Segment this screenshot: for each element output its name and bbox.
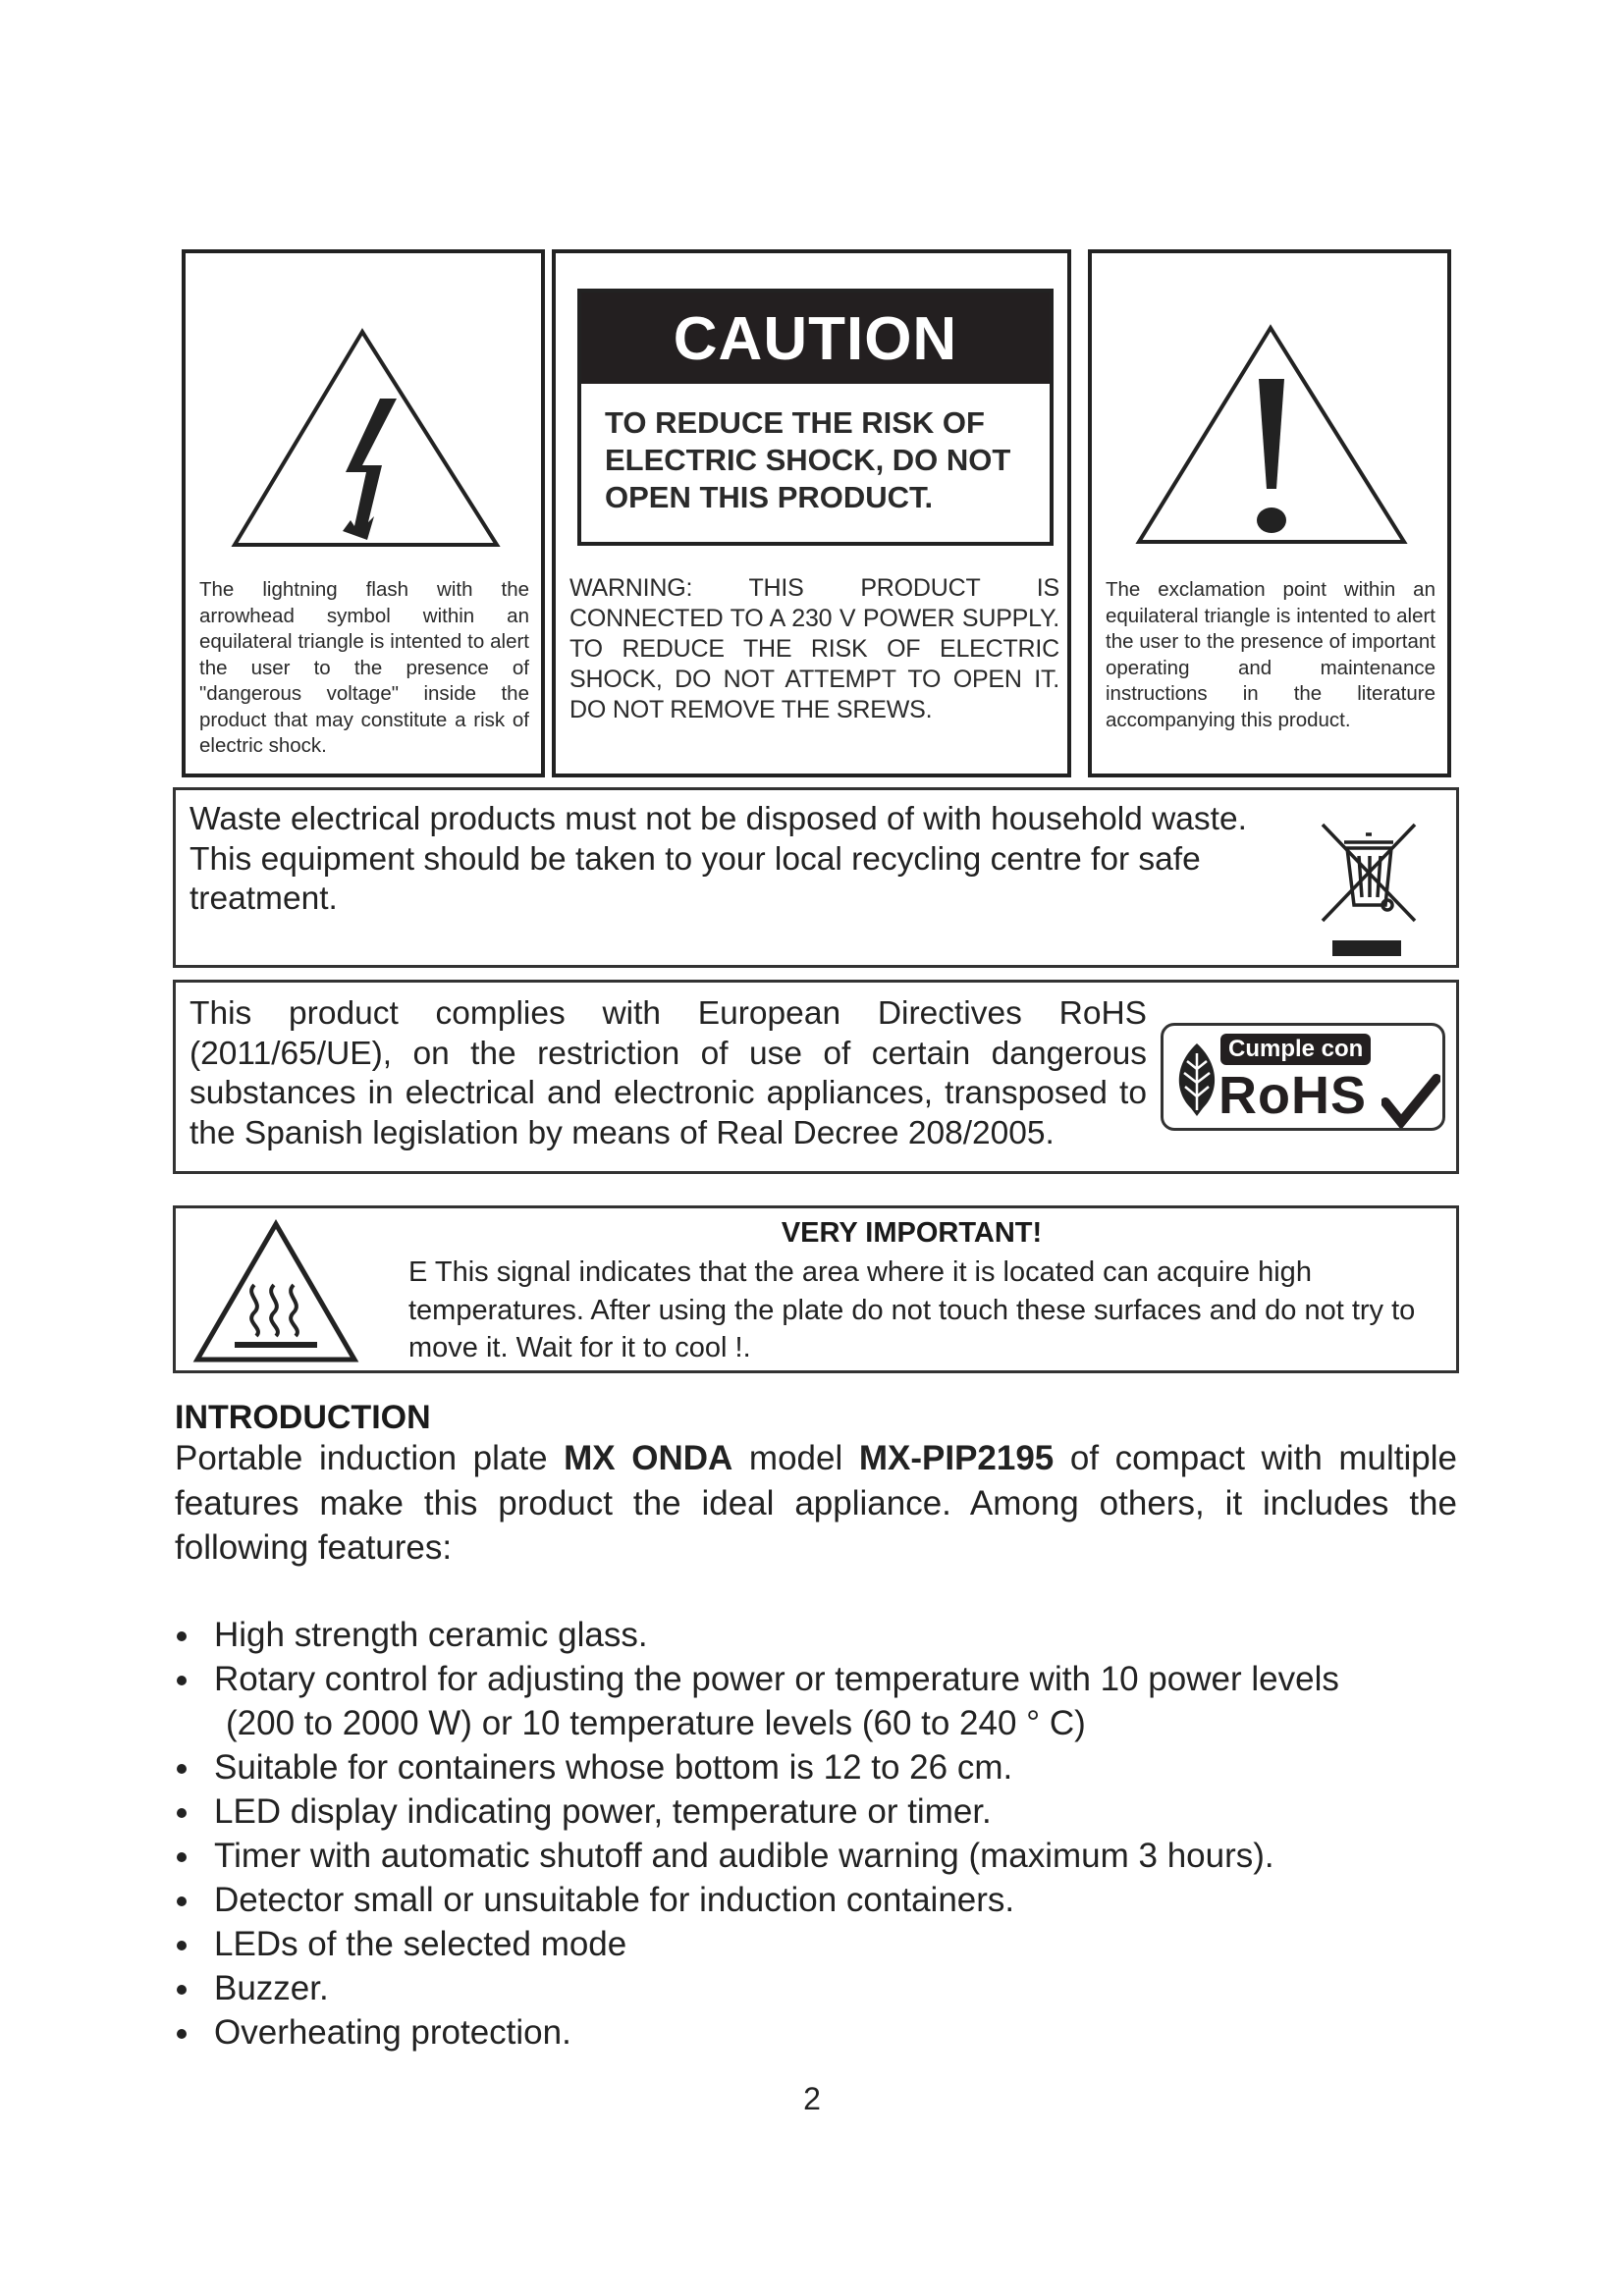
hot-surface-warning-box bbox=[173, 1205, 1459, 1373]
feature-text-continuation: (200 to 2000 W) or 10 temperature levels (60 to 240 ° C) bbox=[226, 1704, 1086, 1742]
feature-item bbox=[175, 1922, 1457, 1966]
very-important-title: VERY IMPORTANT! bbox=[781, 1217, 1043, 1249]
caution-line: ELECTRIC SHOCK, DO NOT bbox=[605, 443, 1011, 477]
feature-item bbox=[175, 1878, 1457, 1922]
lightning-warning-text: The lightning flash with the arrowhead symbol within an equilateral triangle is intented to alert the user to the presence of "dangerous voltage" inside the product that may constitute a risk of electric shock. bbox=[199, 578, 529, 757]
feature-item bbox=[175, 1613, 1457, 1657]
feature-text: LED display indicating power, temperature or timer. bbox=[214, 1792, 992, 1831]
waste-line: Waste electrical products must not be disposed of with household waste. bbox=[189, 801, 1247, 837]
feature-text: Timer with automatic shutoff and audible warning (maximum 3 hours). bbox=[214, 1837, 1274, 1875]
feature-item bbox=[175, 1966, 1457, 2010]
waste-text bbox=[189, 800, 1368, 920]
recycling-line: This equipment should be taken to your local recycling centre for safe treatment. bbox=[189, 840, 1201, 917]
exclamation-warning-panel bbox=[1088, 249, 1451, 777]
waste-disposal-box bbox=[173, 787, 1459, 968]
model-name: MX-PIP2195 bbox=[858, 1439, 1055, 1477]
rohs-badge bbox=[1161, 1023, 1445, 1131]
feature-text: Buzzer. bbox=[214, 1969, 329, 2007]
introduction-paragraph bbox=[175, 1436, 1457, 1571]
feature-item bbox=[175, 1745, 1457, 1789]
leaf-icon bbox=[1169, 1040, 1224, 1118]
checkmark-icon bbox=[1381, 1073, 1440, 1128]
exclamation-warning-icon bbox=[1092, 253, 1447, 567]
crossed-out-wheelie-bin-icon bbox=[1315, 815, 1423, 962]
introduction-heading: INTRODUCTION bbox=[175, 1399, 431, 1436]
caution-title: CAUTION bbox=[581, 293, 1050, 384]
features-list bbox=[175, 1613, 1457, 2055]
caution-message bbox=[605, 404, 1036, 516]
electric-shock-warning-icon bbox=[186, 253, 541, 567]
feature-item bbox=[175, 1789, 1457, 1834]
rohs-badge-top: Cumple con bbox=[1220, 1034, 1371, 1065]
intro-text: of compact with multiple features make this product the ideal appliance. Among others, it includes the following features: bbox=[175, 1439, 1457, 1567]
rohs-text: This product complies with European Directives RoHS (2011/65/UE), on the restriction of use of certain dangerous substances in electrical and electronic appliances, transposed to the Spanish legislation by means of Real Decree 208/2005. bbox=[189, 995, 1147, 1151]
hot-surface-text: E This signal indicates that the area where it is located can acquire high temperatures. After using the plate do not touch these surfaces and do not try to move it. Wait for it to cool !. bbox=[408, 1256, 1416, 1363]
brand-name: MX ONDA bbox=[564, 1439, 733, 1477]
lightning-warning-panel bbox=[182, 249, 545, 777]
feature-item bbox=[175, 1657, 1457, 1745]
feature-text: Overheating protection. bbox=[214, 2013, 571, 2052]
feature-text: Suitable for containers whose bottom is 12 to 26 cm. bbox=[214, 1748, 1013, 1787]
feature-text: LEDs of the selected mode bbox=[214, 1925, 627, 1963]
caution-panel bbox=[552, 249, 1071, 777]
intro-text: model bbox=[732, 1439, 859, 1477]
page-number: 2 bbox=[803, 2081, 821, 2116]
feature-item bbox=[175, 2010, 1457, 2055]
caution-line: TO REDUCE THE RISK OF bbox=[605, 405, 985, 440]
caution-line: OPEN THIS PRODUCT. bbox=[605, 480, 934, 514]
feature-text: Detector small or unsuitable for induction containers. bbox=[214, 1881, 1015, 1919]
feature-text: High strength ceramic glass. bbox=[214, 1616, 648, 1654]
caution-label bbox=[577, 289, 1054, 546]
center-warning-text: WARNING: THIS PRODUCT IS CONNECTED TO A 230 V POWER SUPPLY. TO REDUCE THE RISK OF ELECTRIC SHOCK, DO NOT ATTEMPT TO OPEN IT. DO NOT REMOVE THE SREWS. bbox=[569, 574, 1059, 723]
exclamation-warning-text: The exclamation point within an equilateral triangle is intented to alert the user to the presence of important operating and maintenance instructions in the literature accompanying this product. bbox=[1106, 578, 1435, 731]
intro-text: Portable induction plate bbox=[175, 1439, 565, 1477]
feature-text: Rotary control for adjusting the power or temperature with 10 power levels bbox=[214, 1660, 1339, 1698]
rohs-compliance-box bbox=[173, 980, 1459, 1174]
feature-item bbox=[175, 1834, 1457, 1878]
rohs-badge-main: RoHS bbox=[1218, 1066, 1367, 1125]
